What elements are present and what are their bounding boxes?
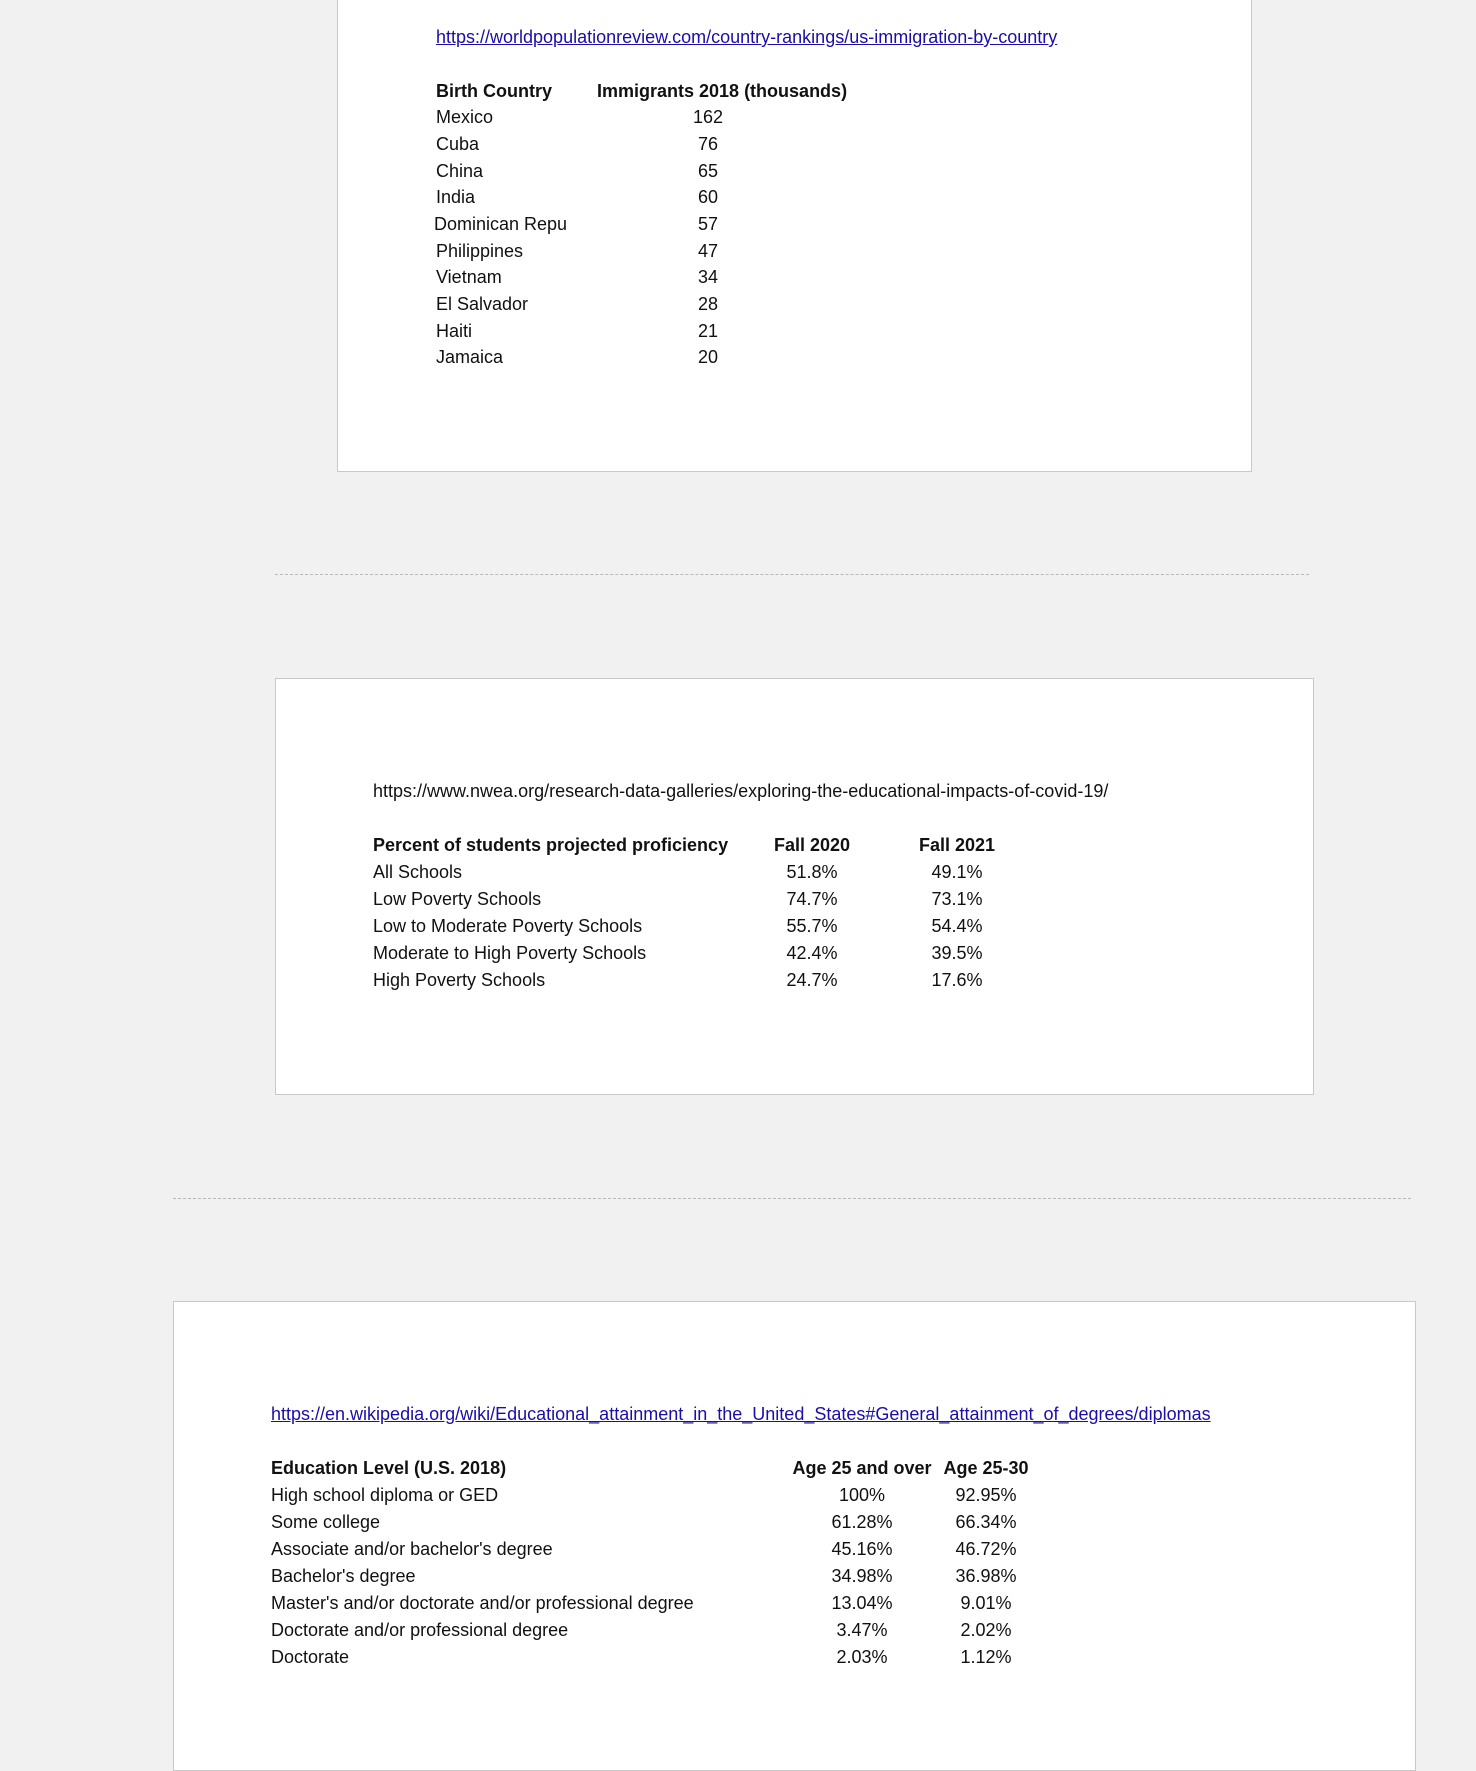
fall-2021-cell: 54.4%	[931, 916, 983, 936]
immigrants-cell: 20	[697, 347, 719, 367]
school-category-cell: All Schools	[373, 862, 463, 882]
table-row	[436, 131, 856, 158]
table-immigration	[436, 78, 856, 378]
school-category-cell: Moderate to High Poverty Schools	[373, 943, 647, 963]
source-link-wikipedia[interactable]: https://en.wikipedia.org/wiki/Educational_attainment_in_the_United_States#General_attainment_of_degrees/diplomas	[271, 1404, 1211, 1424]
age-25-over-cell: 2.03%	[836, 1647, 888, 1667]
column-header-fall-2021: Fall 2021	[918, 835, 996, 855]
table-row	[436, 158, 856, 185]
immigrants-cell: 162	[692, 107, 724, 127]
country-cell: El Salvador	[436, 294, 529, 314]
page-break-divider	[275, 574, 1309, 575]
immigrants-cell: 65	[697, 161, 719, 181]
table-row	[436, 291, 856, 318]
table-row	[436, 184, 856, 211]
age-25-over-cell: 34.98%	[831, 1566, 893, 1586]
school-category-cell: Low to Moderate Poverty Schools	[373, 916, 643, 936]
table-row	[271, 1482, 1071, 1509]
table-header-row	[373, 832, 1033, 859]
country-cell: Cuba	[436, 134, 480, 154]
table-row	[271, 1617, 1071, 1644]
country-cell: Mexico	[436, 107, 494, 127]
immigrants-cell: 21	[697, 321, 719, 341]
education-level-cell: Doctorate	[271, 1647, 350, 1667]
fall-2021-cell: 39.5%	[931, 943, 983, 963]
fall-2020-cell: 42.4%	[786, 943, 838, 963]
school-category-cell: High Poverty Schools	[373, 970, 546, 990]
age-25-30-cell: 2.02%	[960, 1620, 1012, 1640]
page-break-divider	[173, 1198, 1411, 1199]
column-header-proficiency: Percent of students projected proficiency	[373, 835, 729, 855]
immigrants-cell: 28	[697, 294, 719, 314]
education-level-cell: High school diploma or GED	[271, 1485, 499, 1505]
table-row	[271, 1536, 1071, 1563]
table-header-row	[271, 1455, 1071, 1482]
column-header-education-level: Education Level (U.S. 2018)	[271, 1458, 507, 1478]
fall-2021-cell: 73.1%	[931, 889, 983, 909]
table-row	[373, 859, 1033, 886]
country-cell: China	[436, 161, 484, 181]
column-header-age-25-30: Age 25-30	[943, 1458, 1029, 1478]
fall-2021-cell: 17.6%	[931, 970, 983, 990]
fall-2021-cell: 49.1%	[931, 862, 983, 882]
fall-2020-cell: 24.7%	[786, 970, 838, 990]
table-row	[373, 913, 1033, 940]
age-25-30-cell: 66.34%	[955, 1512, 1017, 1532]
age-25-30-cell: 46.72%	[955, 1539, 1017, 1559]
table-row	[436, 344, 856, 371]
table-row	[271, 1563, 1071, 1590]
age-25-over-cell: 3.47%	[836, 1620, 888, 1640]
age-25-30-cell: 92.95%	[955, 1485, 1017, 1505]
column-header-immigrants: Immigrants 2018 (thousands)	[597, 81, 848, 101]
table-row	[436, 318, 856, 345]
education-level-cell: Bachelor's degree	[271, 1566, 416, 1586]
education-level-cell: Master's and/or doctorate and/or professional degree	[271, 1593, 694, 1613]
table-row	[271, 1644, 1071, 1671]
immigrants-cell: 76	[697, 134, 719, 154]
age-25-over-cell: 61.28%	[831, 1512, 893, 1532]
table-row	[436, 104, 856, 131]
column-header-fall-2020: Fall 2020	[773, 835, 851, 855]
table-row	[373, 967, 1033, 994]
country-cell: Philippines	[436, 241, 524, 261]
column-header-age-25-over: Age 25 and over	[792, 1458, 932, 1478]
age-25-over-cell: 45.16%	[831, 1539, 893, 1559]
table-row	[436, 264, 856, 291]
table-row	[271, 1509, 1071, 1536]
column-header-birth-country: Birth Country	[436, 81, 552, 101]
fall-2020-cell: 74.7%	[786, 889, 838, 909]
source-link-immigration[interactable]: https://worldpopulationreview.com/country-rankings/us-immigration-by-country	[436, 27, 1058, 47]
fall-2020-cell: 55.7%	[786, 916, 838, 936]
table-row	[373, 886, 1033, 913]
immigrants-cell: 34	[697, 267, 719, 287]
table-row	[271, 1590, 1071, 1617]
education-level-cell: Some college	[271, 1512, 381, 1532]
age-25-over-cell: 13.04%	[831, 1593, 893, 1613]
table-row	[373, 940, 1033, 967]
table-row	[436, 238, 856, 265]
table-header-row	[436, 78, 856, 105]
immigrants-cell: 60	[697, 187, 719, 207]
table-education-level	[271, 1455, 1071, 1675]
source-url-nwea: https://www.nwea.org/research-data-galleries/exploring-the-educational-impacts-of-covid-19/	[373, 781, 1109, 801]
education-level-cell: Associate and/or bachelor's degree	[271, 1539, 553, 1559]
age-25-over-cell: 100%	[838, 1485, 886, 1505]
age-25-30-cell: 36.98%	[955, 1566, 1017, 1586]
age-25-30-cell: 9.01%	[960, 1593, 1012, 1613]
education-level-cell: Doctorate and/or professional degree	[271, 1620, 569, 1640]
age-25-30-cell: 1.12%	[960, 1647, 1012, 1667]
table-row	[436, 211, 856, 238]
table-proficiency	[373, 832, 1033, 1002]
country-cell: Dominican Repu	[434, 214, 568, 234]
school-category-cell: Low Poverty Schools	[373, 889, 542, 909]
immigrants-cell: 47	[697, 241, 719, 261]
country-cell: Haiti	[436, 321, 473, 341]
country-cell: India	[436, 187, 476, 207]
country-cell: Jamaica	[436, 347, 504, 367]
immigrants-cell: 57	[697, 214, 719, 234]
fall-2020-cell: 51.8%	[786, 862, 838, 882]
country-cell: Vietnam	[436, 267, 502, 287]
